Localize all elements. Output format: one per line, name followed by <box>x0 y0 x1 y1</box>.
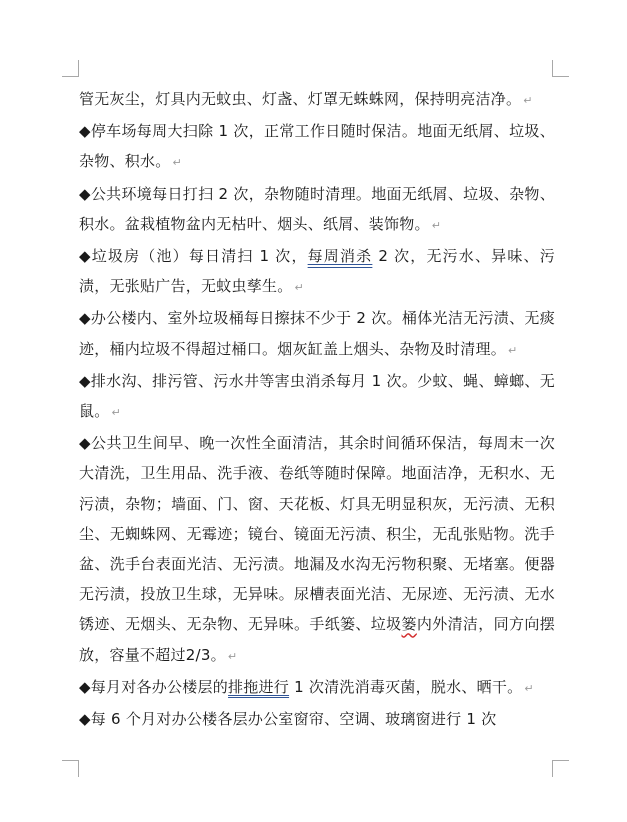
paragraph-text: ◆垃圾房（池）每日清扫 1 次， <box>79 247 308 266</box>
grammar-flagged-text[interactable]: 排拖进行 <box>228 677 290 696</box>
paragraph-public-environment <box>79 179 555 241</box>
paragraph-text: ◆排水沟、排污管、污水井等害虫消杀每月 1 次。少蚊、蝇、蟑螂、无鼠。 <box>79 371 555 421</box>
paragraph-text: ◆公共环境每日打扫 2 次，杂物随时清理。地面无纸屑、垃圾、杂物、积水。盆栽植物盆内无枯叶、烟头、纸屑、装饰物。 <box>79 184 555 233</box>
crop-mark-bottom-right <box>552 760 569 777</box>
paragraph-mark-icon: ↵ <box>111 406 121 420</box>
spelling-flagged-text[interactable]: 篓 <box>401 615 417 634</box>
paragraph-text: ◆办公楼内、室外垃圾桶每日擦抹不少于 2 次。桶体光洁无污渍、无痰迹，桶内垃圾不得超过桶口。烟灰缸盖上烟头、杂物及时清理。 <box>79 309 555 358</box>
paragraph-mark-icon: ↵ <box>524 681 534 695</box>
paragraph-garbage-room <box>79 241 555 303</box>
paragraph-drainage <box>79 366 555 428</box>
paragraph-text: ◆停车场每周大扫除 1 次，正常工作日随时保洁。地面无纸屑、垃圾、杂物、积水。 <box>79 122 555 171</box>
crop-mark-bottom-left <box>62 760 79 777</box>
paragraph-text: ◆每 6 个月对办公楼各层办公室窗帘、空调、玻璃窗进行 1 次 <box>79 710 497 729</box>
paragraph-text: ◆公共卫生间早、晚一次性全面清洁，其余时间循环保洁，每周末一次大清洗，卫生用品、洗手液、卷纸等随时保障。地面洁净，无积水、无污渍，杂物；墙面、门、窗、天花板、灯具无明显积灰，无污渍、无积尘、无蜘蛛网、无霉迹；镜台、镜面无污渍、积尘，无乱张贴物。洗手盆、洗手台表面光洁、无污渍。地漏及水沟无污物积聚、无堵塞。便器无污渍，投放卫生球，无异味。尿槽表面光洁、无尿迹、无污渍、无水锈迹、无烟头、无杂物、无异味。手纸篓、垃圾 <box>79 434 555 634</box>
paragraph-mark-icon: ↵ <box>172 156 182 170</box>
paragraph-text: 内外清洁，同方向摆放，容量不超过2/3。 <box>79 615 555 664</box>
paragraph-mark-icon: ↵ <box>508 343 518 357</box>
paragraph-text: 1 次清洗消毒灭菌，脱水、晒干。 <box>289 677 523 696</box>
paragraph-text: 2 次，无污水、异味、污渍，无张贴广告，无蚊虫孳生。 <box>79 247 555 296</box>
paragraph-trash-bins <box>79 303 555 365</box>
paragraph-lamp-cleaning <box>79 84 555 116</box>
paragraph-restroom <box>79 428 555 672</box>
document-body[interactable] <box>79 84 555 734</box>
paragraph-curtains <box>79 704 555 734</box>
paragraph-mark-icon: ↵ <box>227 649 238 663</box>
paragraph-mark-icon: ↵ <box>294 281 304 295</box>
paragraph-mark-icon: ↵ <box>523 94 533 107</box>
paragraph-mop-cleaning <box>79 672 555 704</box>
crop-mark-top-right <box>552 60 569 77</box>
paragraph-text: 管无灰尘，灯具内无蚊虫、灯盏、灯罩无蛛蛛网，保持明亮洁净。 <box>79 90 522 108</box>
paragraph-mark-icon: ↵ <box>431 218 442 232</box>
crop-mark-top-left <box>62 60 79 77</box>
grammar-flagged-text[interactable]: 每周消杀 <box>307 247 373 266</box>
paragraph-parking-lot <box>79 116 555 178</box>
paragraph-text: ◆每月对各办公楼层的 <box>79 677 229 696</box>
